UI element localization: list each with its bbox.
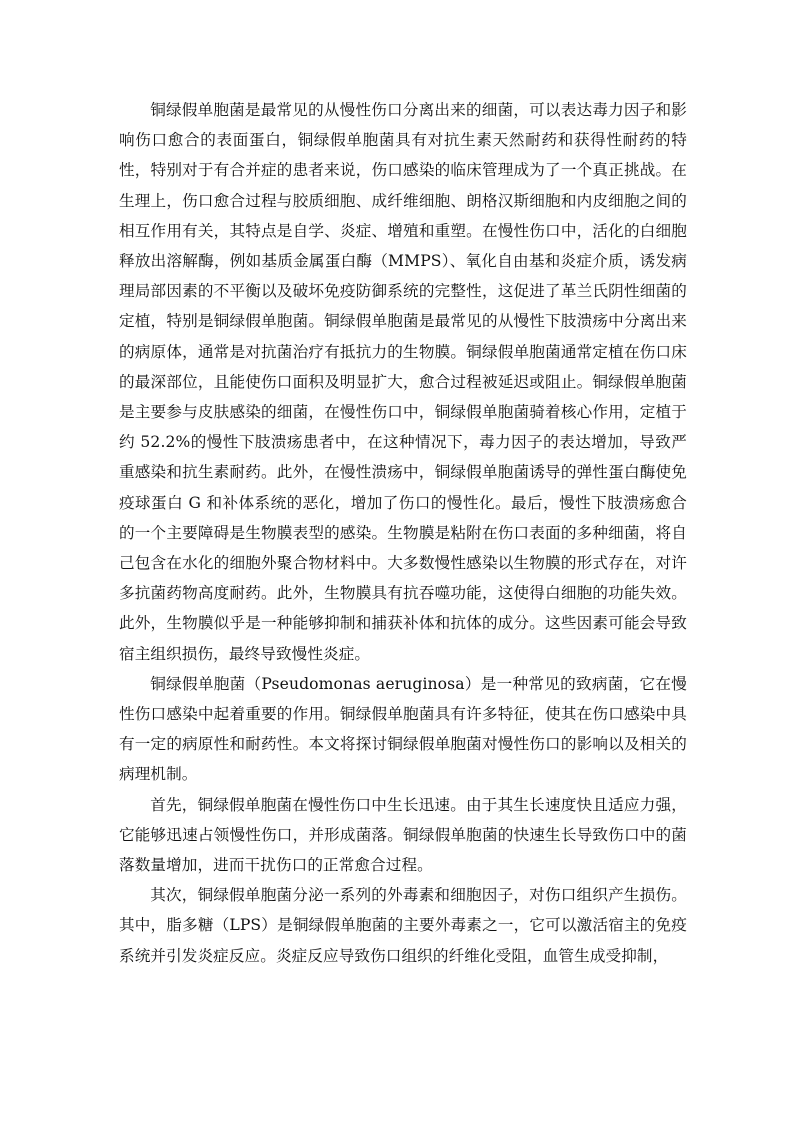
- paragraph-2: 铜绿假单胞菌（Pseudomonas aeruginosa）是一种常见的致病菌，它在慢性伤口感染中起着重要的作用。铜绿假单胞菌具有许多特征，使其在伤口感染中具有一定的病原性和耐药性。本文将探讨铜绿假单胞菌对慢性伤口的影响以及相关的病理机制。: [119, 674, 687, 784]
- paragraph-3: 首先，铜绿假单胞菌在慢性伤口中生长迅速。由于其生长速度快且适应力强，它能够迅速占领慢性伤口，并形成菌落。铜绿假单胞菌的快速生长导致伤口中的菌落数量增加，进而干扰伤口的正常愈合过程。: [119, 795, 687, 875]
- document-page: [119, 95, 687, 971]
- paragraph-1: 铜绿假单胞菌是最常见的从慢性伤口分离出来的细菌，可以表达毒力因子和影响伤口愈合的表面蛋白，铜绿假单胞菌具有对抗生素天然耐药和获得性耐药的特性，特别对于有合并症的患者来说，伤口感染的临床管理成为了一个真正挑战。在生理上，伤口愈合过程与胶质细胞、成纤维细胞、朗格汉斯细胞和内皮细胞之间的相互作用有关，其特点是自学、炎症、增殖和重塑。在慢性伤口中，活化的白细胞释放出溶解酶，例如基质金属蛋白酶（MMPS）、氧化自由基和炎症介质，诱发病理局部因素的不平衡以及破坏免疫防御系统的完整性，这促进了革兰氏阴性细菌的定植，特别是铜绿假单胞菌。铜绿假单胞菌是最常见的从慢性下肢溃疡中分离出来的病原体，通常是对抗菌治疗有抵抗力的生物膜。铜绿假单胞菌通常定植在伤口床的最深部位，且能使伤口面积及明显扩大，愈合过程被延迟或阻止。铜绿假单胞菌是主要参与皮肤感染的细菌，在慢性伤口中，铜绿假单胞菌骑着核心作用，定植于约 52.2%的慢性下肢溃疡患者中，在这种情况下，毒力因子的表达增加，导致严重感染和抗生素耐药。此外，在慢性溃疡中，铜绿假单胞菌诱导的弹性蛋白酶使免疫球蛋白 G 和补体系统的恶化，增加了伤口的慢性化。最后，慢性下肢溃疡愈合的一个主要障碍是生物膜表型的感染。生物膜是粘附在伤口表面的多种细菌，将自己包含在水化的细胞外聚合物材料中。大多数慢性感染以生物膜的形式存在，对许多抗菌药物高度耐药。此外，生物膜具有抗吞噬功能，这使得白细胞的功能失效。此外，生物膜似乎是一种能够抑制和捕获补体和抗体的成分。这些因素可能会导致宿主组织损伤，最终导致慢性炎症。: [119, 101, 687, 663]
- paragraph-4: 其次，铜绿假单胞菌分泌一系列的外毒素和细胞因子，对伤口组织产生损伤。其中，脂多糖（LPS）是铜绿假单胞菌的主要外毒素之一，它可以激活宿主的免疫系统并引发炎症反应。炎症反应导致伤口组织的纤维化受阻，血管生成受抑制，: [119, 886, 687, 965]
